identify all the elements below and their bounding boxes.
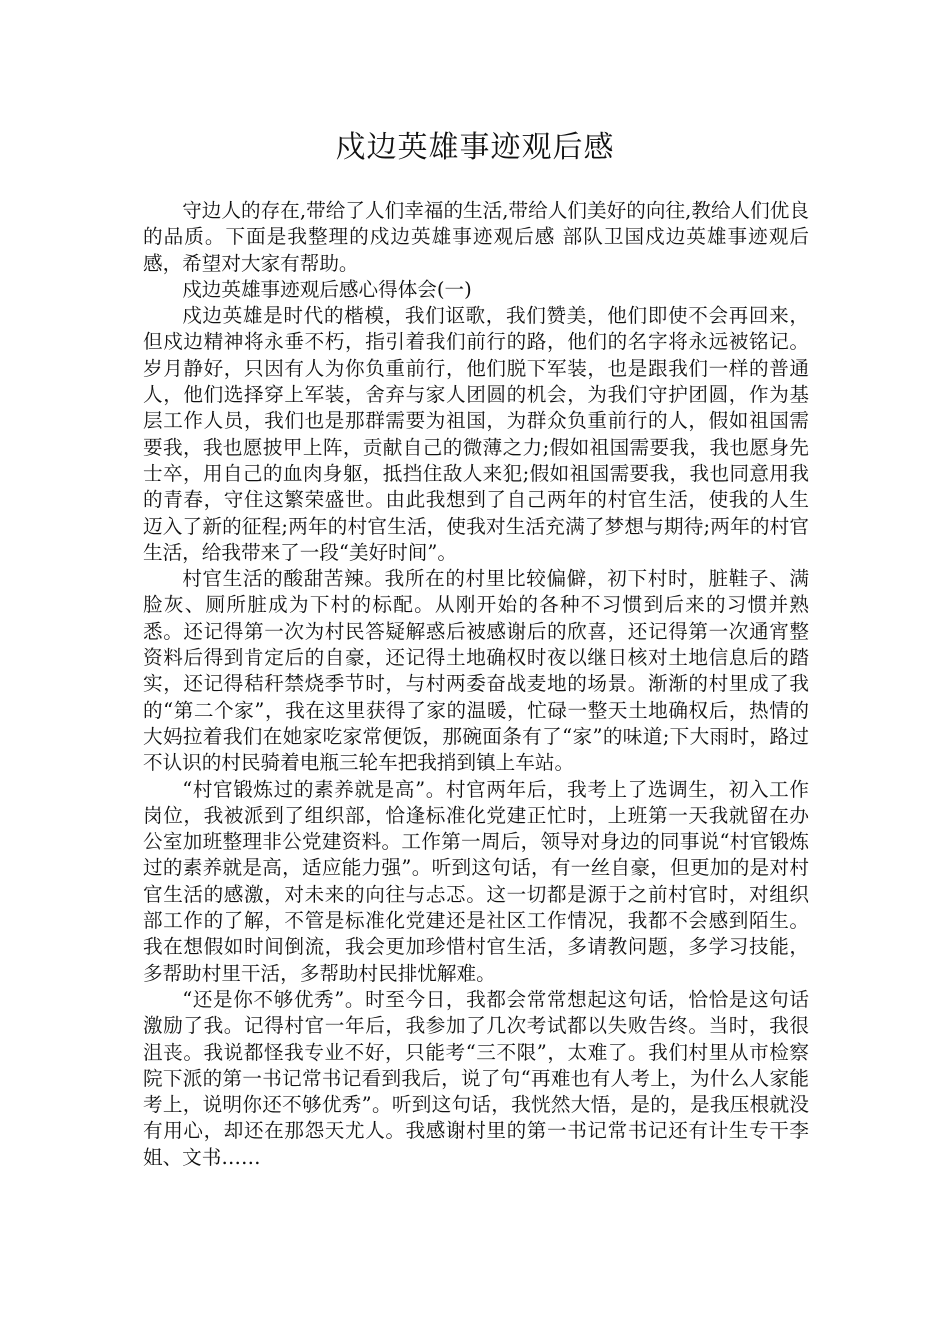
section-heading: 戍边英雄事迹观后感心得体会(一) xyxy=(182,277,472,301)
paragraph-intro: 守边人的存在,带给了人们幸福的生活,带给人们美好的向往,教给人们优良的品质。下面是我整理的戍边英雄事迹观后感 部队卫国戍边英雄事迹观后感，希望对大家有帮助。 xyxy=(143,199,809,275)
document-body xyxy=(143,198,809,1171)
paragraph: 村官生活的酸甜苦辣。我所在的村里比较偏僻，初下村时，脏鞋子、满脸灰、厕所脏成为下村的标配。从刚开始的各种不习惯到后来的习惯并熟悉。还记得第一次为村民答疑解惑后被感谢后的欣喜，还记得第一次通宵整资料后得到肯定后的自豪，还记得土地确权时夜以继日核对土地信息后的踏实，还记得秸秆禁烧季节时，与村两委奋战麦地的场景。渐渐的村里成了我的“第二个家”，我在这里获得了家的温暖，忙碌一整天土地确权后，热情的大妈拉着我们在她家吃家常便饭，那碗面条有了“家”的味道;下大雨时，路过不认识的村民骑着电瓶三轮车把我捎到镇上车站。 xyxy=(143,567,809,775)
paragraph: “村官锻炼过的素养就是高”。村官两年后，我考上了选调生，初入工作岗位，我被派到了组织部，恰逢标准化党建正忙时，上班第一天我就留在办公室加班整理非公党建资料。工作第一周后，领导对身边的同事说“村官锻炼过的素养就是高，适应能力强”。听到这句话，有一丝自豪，但更加的是对村官生活的感激，对未来的向往与忐忑。这一切都是源于之前村官时，对组织部工作的了解，不管是标准化党建还是社区工作情况，我都不会感到陌生。我在想假如时间倒流，我会更加珍惜村官生活，多请教问题，多学习技能，多帮助村里干活，多帮助村民排忧解难。 xyxy=(143,777,809,985)
document-title: 戍边英雄事迹观后感 xyxy=(335,130,615,165)
paragraph: “还是你不够优秀”。时至今日，我都会常常想起这句话，恰恰是这句话激励了我。记得村官一年后，我参加了几次考试都以失败告终。当时，我很沮丧。我说都怪我专业不好，只能考“三不限”，太难了。我们村里从市检察院下派的第一书记常书记看到我后，说了句“再难也有人考上，为什么人家能考上，说明你还不够优秀”。听到这句话，我恍然大悟，是的，是我压根就没有用心，却还在那怨天尤人。我感谢村里的第一书记常书记还有计生专干李姐、文书…… xyxy=(143,987,809,1169)
paragraph: 戍边英雄是时代的楷模，我们讴歌，我们赞美，他们即使不会再回来，但戍边精神将永垂不朽，指引着我们前行的路，他们的名字将永远被铭记。岁月静好，只因有人为你负重前行，他们脱下军装，也是跟我们一样的普通人，他们选择穿上军装，舍弃与家人团圆的机会，为我们守护团圆，作为基层工作人员，我们也是那群需要为祖国，为群众负重前行的人，假如祖国需要我，我也愿披甲上阵，贡献自己的微薄之力;假如祖国需要我，我也愿身先士卒，用自己的血肉身躯，抵挡住敌人来犯;假如祖国需要我，我也同意用我的青春，守住这繁荣盛世。由此我想到了自己两年的村官生活，使我的人生迈入了新的征程;两年的村官生活，使我对生活充满了梦想与期待;两年的村官生活，给我带来了一段“美好时间”。 xyxy=(143,304,809,564)
